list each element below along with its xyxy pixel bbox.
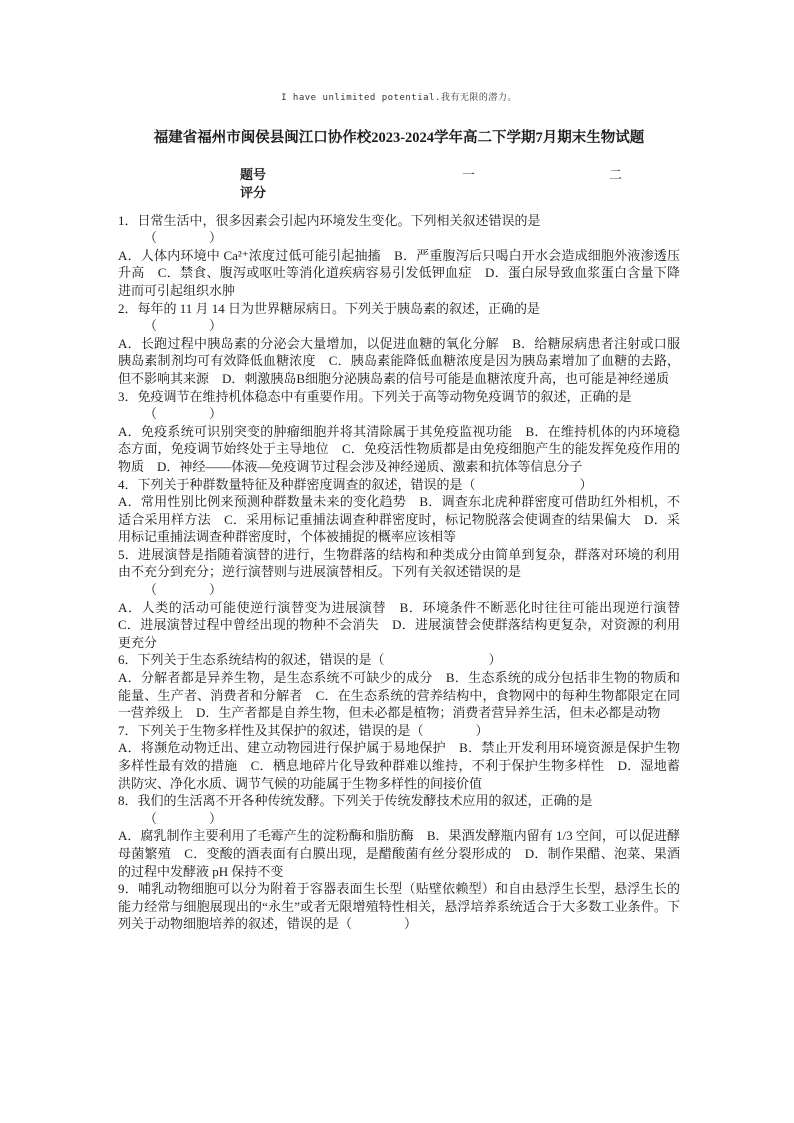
score-table-header-row — [118, 166, 680, 184]
score-table-score-label: 评分 — [240, 184, 267, 200]
question-5 — [118, 546, 694, 652]
question-options: A．人类的活动可能使逆行演替变为进展演替 B．环境条件不断恶化时往往可能出现逆行演替 C．进展演替过程中曾经出现的物种不会消失 D．进展演替会使群落结构更复杂，对资源的利用更充分 — [118, 599, 694, 650]
question-4 — [118, 476, 680, 546]
document-title: 福建省福州市闽侯县闽江口协作校2023-2024学年高二下学期7月期末生物试题 — [153, 129, 645, 146]
answer-bracket: （ ） — [144, 810, 223, 826]
question-stem: 5．进展演替是指随着演替的进行，生物群落的结构和种类成分由简单到复杂，群落对环境的利用由不充分到充分；逆行演替则与进展演替相反。下列有关叙述错误的是 — [118, 546, 680, 580]
watermark-text: I have unlimited potential.我有无限的潜力。 — [281, 93, 517, 103]
score-table-question-number-label: 题号 — [240, 166, 267, 182]
question-stem: 6．下列关于生态系统结构的叙述，错误的是（ ） — [118, 652, 502, 668]
score-table-score-row — [118, 184, 680, 202]
answer-bracket: （ ） — [144, 318, 223, 334]
answer-bracket: （ ） — [144, 406, 223, 422]
answer-bracket: （ ） — [144, 230, 223, 246]
question-stem: 2．每年的 11 月 14 日为世界糖尿病日。下列关于胰岛素的叙述，正确的是 — [118, 300, 541, 316]
question-options: A．人体内环境中 Ca²⁺浓度过低可能引起抽搐 B．严重腹泻后只喝白开水会造成细胞外液渗透压升高 C．禁食、腹泻或呕吐等消化道疾病容易引发低钾血症 D．蛋白尿导致血浆蛋白含量下降进而可引起组织水肿 — [118, 247, 680, 298]
question-options: A．将濒危动物迁出、建立动物园进行保护属于易地保护 B．禁止开发利用环境资源是保护生物多样性最有效的措施 C．栖息地碎片化导致种群难以维持，不利于保护生物多样性 D．湿地蓄洪防灾、净化水质、调节气候的功能属于生物多样性的间接价值 — [118, 740, 680, 791]
question-7 — [118, 722, 680, 792]
question-6 — [118, 651, 680, 721]
question-stem: 3．免疫调节在维持机体稳态中有重要作用。下列关于高等动物免疫调节的叙述，正确的是 — [118, 388, 632, 404]
question-options: A．长跑过程中胰岛素的分泌会大量增加，以促进血糖的氧化分解 B．给糖尿病患者注射或口服胰岛素制剂均可有效降低血糖浓度 C．胰岛素能降低血糖浓度是因为胰岛素增加了血糖的去路，但不影响其来源 D．刺激胰岛B细胞分泌胰岛素的信号可能是血糖浓度升高，也可能是神经递质 — [118, 335, 680, 386]
question-list — [118, 212, 694, 933]
question-stem: 8．我们的生活离不开各种传统发酵。下列关于传统发酵技术应用的叙述，正确的是 — [118, 793, 593, 809]
question-2 — [118, 300, 680, 388]
question-8 — [118, 792, 680, 880]
question-stem: 7．下列关于生物多样性及其保护的叙述，错误的是（ ） — [118, 722, 489, 738]
question-stem: 1．日常生活中，很多因素会引起内环境发生变化。下列相关叙述错误的是 — [118, 212, 541, 228]
question-stem: 9．哺乳动物细胞可以分为附着于容器表面生长型（贴壁依赖型）和自由悬浮生长型，悬浮生长的能力经常与细胞展现出的“永生”或者无限增殖特性相关，悬浮培养系统适合于大多数工业条件。下列关于动物细胞培养的叙述，错误的是（ ） — [118, 881, 680, 932]
question-3 — [118, 388, 680, 476]
score-table-column-two: 二 — [609, 166, 623, 182]
question-options: A．分解者都是异养生物，是生态系统不可缺少的成分 B．生态系统的成分包括非生物的物质和能量、生产者、消费者和分解者 C．在生态系统的营养结构中，食物网中的每种生物都限定在同一营养级上 D．生产者都是自养生物，但未必都是植物；消费者营异养生活，但未必都是动物 — [118, 670, 680, 721]
score-table-column-one: 一 — [462, 166, 476, 182]
answer-bracket: （ ） — [144, 582, 223, 598]
question-options: A．常用性别比例来预测种群数量未来的变化趋势 B．调查东北虎种群密度可借助红外相机，不适合采用样方法 C．采用标记重捕法调查种群密度时，标记物脱落会使调查的结果偏大 D．采用标记重捕法调查种群密度时，个体被捕捉的概率应该相等 — [118, 494, 680, 545]
question-options: A．免疫系统可识别突变的肿瘤细胞并将其清除属于其免疫监视功能 B．在维持机体的内环境稳态方面，免疫调节始终处于主导地位 C．免疫活性物质都是由免疫细胞产生的能发挥免疫作用的物质 D．神经——体液—免疫调节过程会涉及神经递质、激素和抗体等信息分子 — [118, 423, 680, 474]
question-options: A．腐乳制作主要利用了毛霉产生的淀粉酶和脂肪酶 B．果酒发酵瓶内留有 1/3 空间，可以促进酵母菌繁殖 C．变酸的酒表面有白膜出现，是醋酸菌有丝分裂形成的 D．制作果醋、泡菜、果酒的过程中发酵液 pH 保持不变 — [118, 828, 680, 879]
question-stem: 4．下列关于种群数量特征及种群密度调查的叙述，错误的是（ ） — [118, 476, 593, 492]
question-9 — [118, 880, 680, 933]
score-table — [118, 166, 680, 202]
question-1 — [118, 212, 680, 300]
